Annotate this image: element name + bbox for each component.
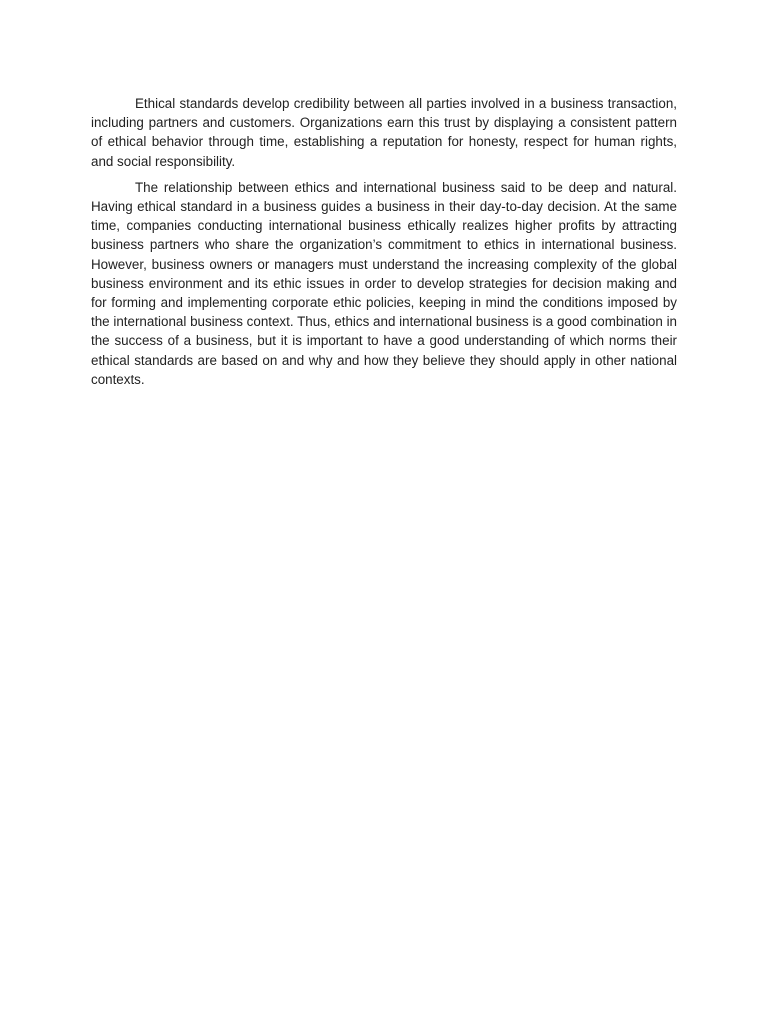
- paragraph-2: The relationship between ethics and international business said to be deep and natural. Having ethical standard in a business guides a business in their day-to-day decision. At the same time, companies conducting international business ethically realizes higher profits by attracting business partners who share the organization’s commitment to ethics in international business. However, business owners or managers must understand the increasing complexity of the global business environment and its ethic issues in order to develop strategies for decision making and for forming and implementing corporate ethic policies, keeping in mind the conditions imposed by the international business context. Thus, ethics and international business is a good combination in the success of a business, but it is important to have a good understanding of which norms their ethical standards are based on and why and how they believe they should apply in other national contexts.: [91, 179, 677, 387]
- body-text: [91, 94, 677, 396]
- paragraph-1: Ethical standards develop credibility between all parties involved in a business transaction, including partners and customers. Organizations earn this trust by displaying a consistent pattern of ethical behavior through time, establishing a reputation for honesty, respect for human rights, and social responsibility.: [91, 96, 677, 169]
